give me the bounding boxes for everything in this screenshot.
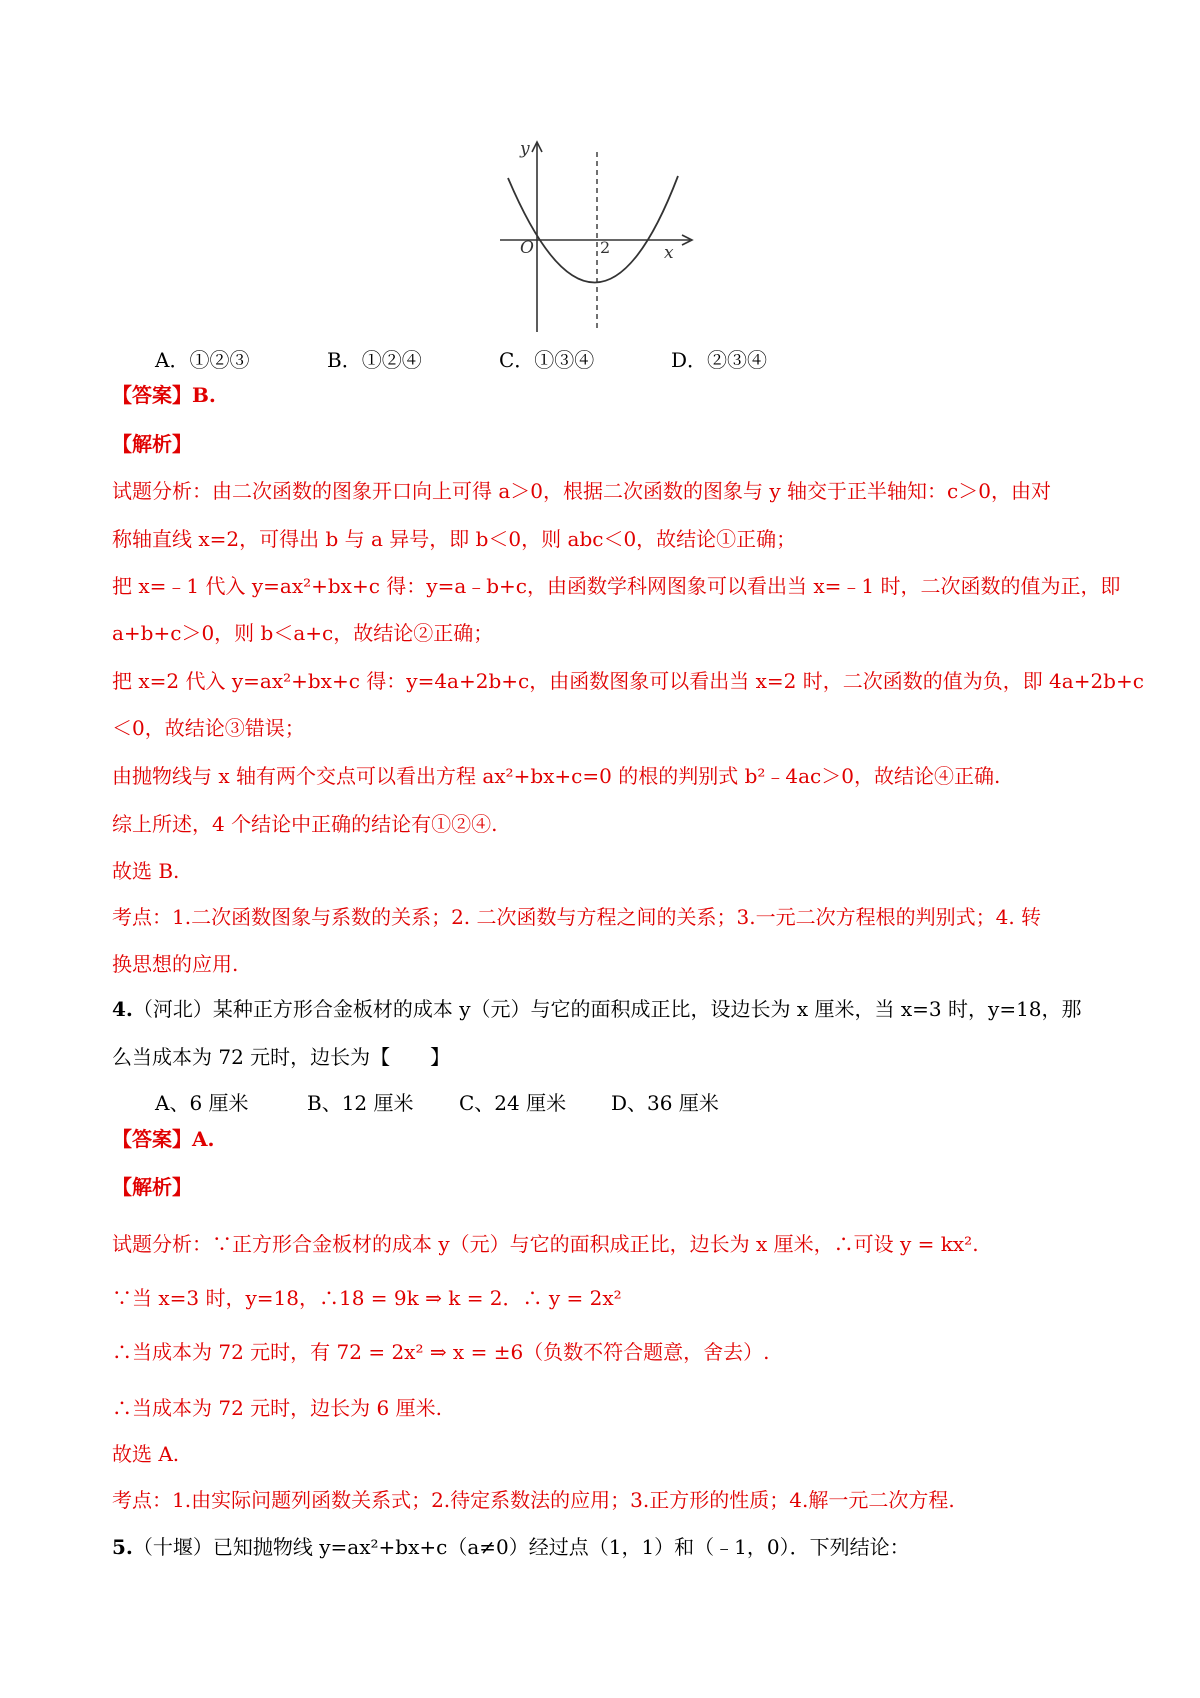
- q3-answer: 【答案】B.: [112, 383, 216, 407]
- q3-analysis-line: 由抛物线与 x 轴有两个交点可以看出方程 ax²+bx+c=0 的根的判别式 b²﹣4ac＞0，故结论④正确.: [112, 764, 1001, 788]
- q3-analysis-title: 【解析】: [112, 432, 192, 456]
- q4-stem-line: 么当成本为 72 元时，边长为【 】: [112, 1045, 451, 1069]
- q5-stem: [112, 1533, 1102, 1561]
- q5-number: 5.: [112, 1535, 133, 1559]
- q4-option-a: A、6 厘米: [155, 1091, 249, 1115]
- parabola-curve: [508, 176, 678, 283]
- parabola-graph: [500, 140, 700, 335]
- q4-option-b: B、12 厘米: [307, 1091, 414, 1115]
- q3-options: [155, 346, 1145, 374]
- q4-options: [155, 1089, 1145, 1117]
- q3-choice: 故选 B.: [112, 859, 180, 883]
- q4-kaodian: 考点：1.由实际问题列函数关系式；2.待定系数法的应用；3.正方形的性质；4.解一元二次方程.: [112, 1488, 955, 1512]
- q4-choice: 故选 A.: [112, 1442, 180, 1466]
- q4-analysis-title: 【解析】: [112, 1175, 192, 1199]
- q3-option-a: A．①②③: [155, 348, 250, 372]
- q4-analysis-line: ∴当成本为 72 元时，边长为 6 厘米.: [112, 1396, 442, 1420]
- q4-answer: 【答案】A.: [112, 1127, 215, 1151]
- q3-summary: 综上所述，4 个结论中正确的结论有①②④.: [112, 812, 498, 836]
- q4-analysis-line: ∵当 x=3 时，y=18，∴18 = 9k ⇒ k = 2．∴ y = 2x²: [112, 1286, 622, 1310]
- q4-option-c: C、24 厘米: [459, 1091, 567, 1115]
- q4-analysis-line: ∴当成本为 72 元时，有 72 = 2x² ⇒ x = ±6（负数不符合题意，舍去）.: [112, 1340, 770, 1364]
- q4-option-d: D、36 厘米: [611, 1091, 719, 1115]
- q3-analysis-line: 把 x=2 代入 y=ax²+bx+c 得：y=4a+2b+c，由函数图象可以看出当 x=2 时，二次函数的值为负，即 4a+2b+c: [112, 669, 1144, 693]
- origin-label: O: [520, 238, 534, 258]
- q3-analysis-line: ＜0，故结论③错误；: [112, 716, 305, 740]
- parabola-figure: [500, 140, 700, 335]
- q3-kaodian: 换思想的应用.: [112, 952, 239, 976]
- q3-kaodian: 考点：1.二次函数图象与系数的关系；2. 二次函数与方程之间的关系；3.一元二次方程根的判别式；4. 转: [112, 905, 1042, 929]
- q3-analysis-line: 称轴直线 x=2，可得出 b 与 a 异号，即 b＜0，则 abc＜0，故结论①正确；: [112, 527, 797, 551]
- q4-analysis-line: 试题分析：∵正方形合金板材的成本 y（元）与它的面积成正比，边长为 x 厘米，∴可设 y = kx².: [112, 1232, 979, 1256]
- q4-stem: [112, 995, 1102, 1023]
- q3-analysis-line: 把 x=﹣1 代入 y=ax²+bx+c 得：y=a﹣b+c，由函数学科网图象可以看出当 x=﹣1 时，二次函数的值为正，即: [112, 574, 1121, 598]
- q3-analysis-line: a+b+c＞0，则 b＜a+c，故结论②正确；: [112, 621, 494, 645]
- x-axis-label: x: [664, 243, 674, 263]
- q3-option-d: D．②③④: [671, 348, 768, 372]
- q4-number: 4.: [112, 997, 133, 1021]
- q4-stem-line: （河北）某种正方形合金板材的成本 y（元）与它的面积成正比，设边长为 x 厘米，当 x=3 时，y=18，那: [132, 997, 1082, 1021]
- q5-stem-text: （十堰）已知抛物线 y=ax²+bx+c（a≠0）经过点（1，1）和（﹣1，0）．下列结论：: [132, 1535, 910, 1559]
- q3-analysis-line: 试题分析：由二次函数的图象开口向上可得 a＞0，根据二次函数的图象与 y 轴交于正半轴知：c＞0，由对: [112, 479, 1051, 503]
- q3-option-c: C．①③④: [499, 348, 595, 372]
- q3-option-b: B．①②④: [327, 348, 422, 372]
- tick-label-2: 2: [600, 238, 611, 257]
- y-axis-label: y: [520, 140, 530, 159]
